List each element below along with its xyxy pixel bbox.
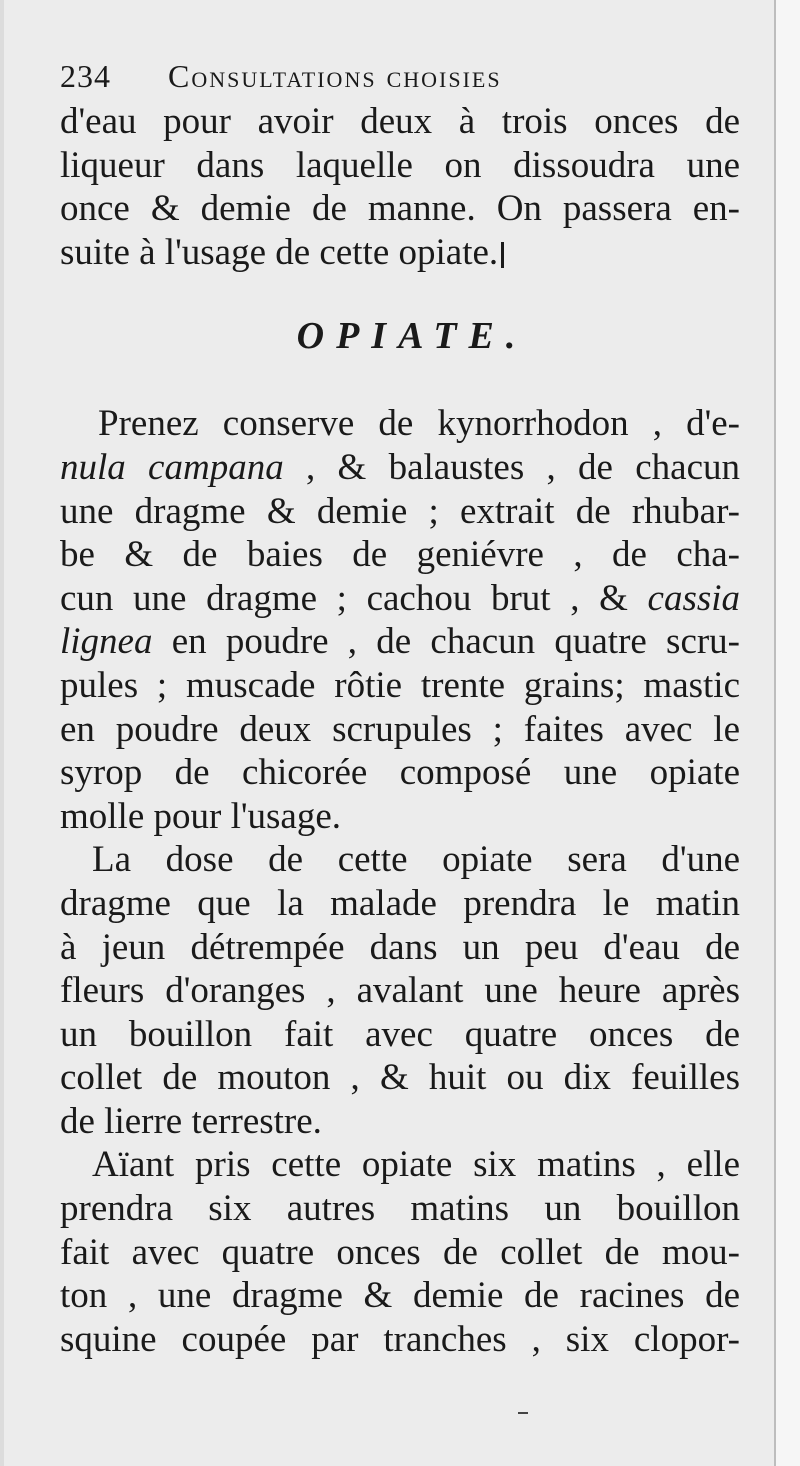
- text-line-content: , & balaustes , de chacun: [306, 446, 740, 488]
- text-line-content: suite à l'usage de cette opiate.: [60, 231, 499, 273]
- text-line: squine coupée par tranches , six clopor-: [60, 1318, 740, 1360]
- page-edge: [774, 0, 800, 1466]
- section-heading: OPIATE.: [296, 315, 528, 358]
- running-title: Consultations choisies: [168, 58, 502, 94]
- text-line: be & de baies de geniévre , de cha-: [60, 534, 740, 576]
- text-line-content: en poudre , de chacun quatre scru-: [171, 621, 741, 663]
- text-line: Prenez conserve de kynorrhodon , d'e-: [98, 403, 740, 445]
- text-line: à jeun détrempée dans un peu d'eau de: [60, 926, 740, 968]
- ink-mark: [518, 1412, 528, 1414]
- text-line: de lierre terrestre.: [60, 1100, 322, 1142]
- paragraph-dose: [60, 838, 740, 1143]
- text-line: prendra six autres matins un bouillon: [60, 1188, 740, 1230]
- text-line: un bouillon fait avec quatre onces de: [60, 1013, 740, 1055]
- text-line: once & demie de manne. On passera en-: [60, 188, 740, 230]
- paragraph-recipe: [60, 402, 740, 838]
- text-line-content: cun une dragme ; cachou brut , &: [60, 577, 628, 619]
- italic-term: cassia: [647, 577, 741, 619]
- text-line: [60, 620, 740, 664]
- text-line: syrop de chicorée composé une opiate: [60, 752, 740, 794]
- text-line: collet de mouton , & huit ou dix feuilles: [60, 1057, 740, 1099]
- ink-mark: [501, 242, 504, 268]
- text-line: fait avec quatre onces de collet de mou-: [60, 1231, 740, 1273]
- text-line: liqueur dans laquelle on dissoudra une: [60, 144, 740, 186]
- paragraph-continuation: [60, 1143, 740, 1361]
- text-line: [60, 231, 740, 275]
- text-line: pules ; muscade rôtie trente grains; mastic: [60, 664, 740, 706]
- text-line: molle pour l'usage.: [60, 795, 342, 837]
- running-header: [60, 52, 740, 100]
- text-line: d'eau pour avoir deux à trois onces de: [60, 101, 740, 142]
- text-line: en poudre deux scrupules ; faites avec le: [60, 708, 740, 750]
- italic-term: nula campana: [60, 446, 284, 488]
- page-text: [60, 52, 740, 1361]
- paragraph-continued: [60, 100, 740, 274]
- italic-term: lignea: [60, 621, 153, 663]
- text-line: La dose de cette opiate sera d'une: [92, 839, 740, 881]
- text-line: ton , une dragme & demie de racines de: [60, 1275, 740, 1317]
- text-line: [60, 577, 740, 621]
- text-line: [60, 446, 740, 490]
- page-number: 234: [60, 58, 111, 94]
- text-line: dragme que la malade prendra le matin: [60, 882, 740, 924]
- text-line: une dragme & demie ; extrait de rhubar-: [60, 490, 740, 532]
- text-line: Aïant pris cette opiate six matins , elle: [92, 1144, 740, 1186]
- text-line: fleurs d'oranges , avalant une heure après: [60, 970, 740, 1012]
